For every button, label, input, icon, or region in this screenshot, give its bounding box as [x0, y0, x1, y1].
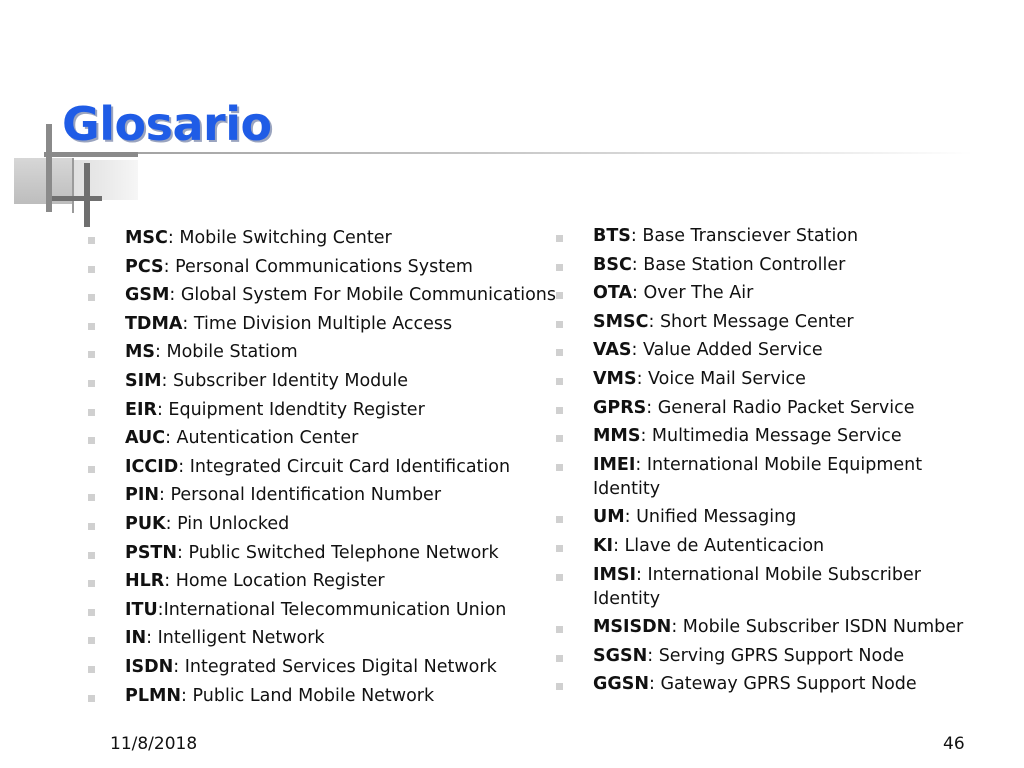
glossary-definition: Autentication Center: [176, 428, 359, 449]
decorative-thin-line: [72, 158, 74, 213]
glossary-item: [88, 512, 558, 536]
square-bullet-icon: [556, 626, 563, 633]
term-separator: :: [640, 426, 652, 447]
glossary-term: BSC: [593, 254, 632, 275]
term-separator: :: [635, 454, 647, 475]
term-separator: :: [164, 571, 176, 592]
square-bullet-icon: [556, 407, 563, 414]
glossary-term: SGSN: [593, 645, 648, 666]
glossary-item: [88, 426, 558, 450]
glossary-item: [88, 398, 558, 422]
glossary-item: [88, 283, 558, 307]
glossary-item: [556, 281, 976, 305]
square-bullet-icon: [88, 637, 95, 644]
glossary-definition: Gateway GPRS Support Node: [660, 674, 917, 695]
square-bullet-icon: [88, 294, 95, 301]
glossary-definition: Mobile Switching Center: [179, 228, 392, 248]
term-separator: :: [647, 645, 659, 666]
glossary-definition: International Telecommunication Union: [163, 599, 507, 620]
square-bullet-icon: [556, 683, 563, 690]
glossary-definition: Subscriber Identity Module: [173, 370, 409, 391]
square-bullet-icon: [88, 666, 95, 673]
glossary-definition: Value Added Service: [642, 340, 823, 361]
term-separator: :: [671, 617, 683, 638]
glossary-term: AUC: [125, 428, 166, 449]
glossary-term: ISDN: [125, 656, 174, 677]
glossary-item: [88, 598, 558, 622]
square-bullet-icon: [88, 351, 95, 358]
glossary-definition: Mobile Statiom: [166, 342, 298, 363]
square-bullet-icon: [556, 435, 563, 442]
term-separator: :: [631, 254, 644, 275]
glossary-definition: International Mobile Equipment Identity: [593, 454, 923, 499]
term-separator: :: [177, 542, 189, 563]
glossary-item: [556, 672, 976, 696]
slide-title: Glosario: [62, 97, 272, 151]
glossary-item: [556, 453, 976, 501]
square-bullet-icon: [556, 235, 563, 242]
glossary-item: [556, 615, 976, 639]
term-separator: :: [157, 599, 164, 620]
glossary-list-left: [88, 226, 558, 712]
square-bullet-icon: [88, 494, 95, 501]
glossary-term: EIR: [125, 399, 157, 420]
glossary-definition: Personal Identification Number: [170, 485, 442, 506]
term-separator: :: [646, 397, 658, 418]
glossary-term: ICCID: [125, 456, 179, 477]
glossary-item: [556, 338, 976, 362]
term-separator: :: [167, 228, 180, 248]
glossary-item: [88, 655, 558, 679]
square-bullet-icon: [556, 655, 563, 662]
term-separator: :: [156, 399, 169, 420]
footer-date: 11/8/2018: [110, 734, 198, 754]
term-separator: :: [631, 340, 643, 361]
glossary-term: MS: [125, 342, 156, 363]
square-bullet-icon: [88, 580, 95, 587]
glossary-definition: Home Location Register: [175, 571, 385, 592]
glossary-item: [556, 424, 976, 448]
glossary-item: [556, 224, 976, 248]
glossary-item: [556, 396, 976, 420]
glossary-item: [88, 684, 558, 708]
glossary-item: [88, 255, 558, 279]
glossary-term: VAS: [593, 340, 632, 361]
glossary-term: MMS: [593, 426, 641, 447]
glossary-definition: Intelligent Network: [157, 628, 325, 649]
glossary-definition: Short Message Center: [659, 311, 854, 332]
glossary-definition: Base Transciever Station: [642, 226, 859, 246]
glossary-list-right: [556, 224, 976, 701]
glossary-term: VMS: [593, 368, 637, 389]
square-bullet-icon: [88, 552, 95, 559]
term-separator: :: [182, 313, 194, 334]
glossary-item: [556, 310, 976, 334]
glossary-definition: Equipment Idendtity Register: [168, 399, 425, 420]
glossary-term: PUK: [125, 513, 166, 534]
glossary-term: IMEI: [593, 454, 636, 475]
glossary-term: GSM: [125, 285, 170, 306]
glossary-definition: Mobile Subscriber ISDN Number: [682, 617, 964, 638]
square-bullet-icon: [556, 321, 563, 328]
glossary-term: SIM: [125, 370, 162, 391]
square-bullet-icon: [88, 695, 95, 702]
glossary-item: [88, 455, 558, 479]
square-bullet-icon: [88, 609, 95, 616]
glossary-term: IN: [125, 628, 147, 649]
glossary-term: IMSI: [593, 564, 637, 585]
glossary-term: PCS: [125, 256, 164, 277]
square-bullet-icon: [88, 237, 95, 244]
glossary-definition: General Radio Packet Service: [657, 397, 915, 418]
glossary-item: [556, 563, 976, 611]
square-bullet-icon: [88, 409, 95, 416]
glossary-item: [88, 226, 558, 250]
glossary-item: [88, 569, 558, 593]
term-separator: :: [636, 368, 649, 389]
glossary-definition: Serving GPRS Support Node: [658, 645, 905, 666]
glossary-definition: Public Land Mobile Network: [192, 685, 435, 706]
decorative-dark-vertical-bar: [84, 163, 90, 227]
glossary-term: PIN: [125, 485, 159, 506]
glossary-definition: Over The Air: [643, 283, 754, 304]
glossary-term: TDMA: [125, 313, 183, 334]
glossary-definition: Global System For Mobile Communications: [180, 285, 556, 306]
glossary-term: OTA: [593, 283, 632, 304]
glossary-definition: Base Station Controller: [643, 254, 846, 275]
glossary-item: [556, 644, 976, 668]
square-bullet-icon: [88, 437, 95, 444]
glossary-definition: Integrated Circuit Card Identification: [189, 456, 511, 477]
glossary-definition: Integrated Services Digital Network: [184, 656, 497, 677]
square-bullet-icon: [88, 266, 95, 273]
glossary-term: PSTN: [125, 542, 178, 563]
glossary-term: BTS: [593, 226, 631, 246]
term-separator: :: [163, 256, 176, 277]
glossary-item: [88, 312, 558, 336]
term-separator: :: [648, 311, 660, 332]
term-separator: :: [624, 507, 637, 528]
glossary-definition: International Mobile Subscriber Identity: [593, 564, 921, 609]
glossary-definition: Pin Unlocked: [177, 513, 290, 534]
square-bullet-icon: [556, 264, 563, 271]
glossary-term: GPRS: [593, 397, 647, 418]
glossary-term: KI: [593, 535, 614, 556]
glossary-definition: Time Division Multiple Access: [193, 313, 453, 334]
glossary-definition: Unified Messaging: [636, 507, 797, 528]
term-separator: :: [165, 513, 178, 534]
square-bullet-icon: [88, 323, 95, 330]
term-separator: :: [155, 342, 167, 363]
term-separator: :: [169, 285, 181, 306]
glossary-term: MSISDN: [593, 617, 672, 638]
term-separator: :: [178, 456, 190, 477]
term-separator: :: [165, 428, 177, 449]
glossary-item: [88, 541, 558, 565]
square-bullet-icon: [88, 523, 95, 530]
square-bullet-icon: [88, 466, 95, 473]
square-bullet-icon: [556, 574, 563, 581]
term-separator: :: [146, 628, 158, 649]
square-bullet-icon: [556, 545, 563, 552]
glossary-term: PLMN: [125, 685, 182, 706]
glossary-term: GGSN: [593, 674, 649, 695]
glossary-term: ITU: [125, 599, 158, 620]
glossary-item: [88, 626, 558, 650]
glossary-item: [556, 367, 976, 391]
glossary-term: HLR: [125, 571, 165, 592]
glossary-definition: Public Switched Telephone Network: [188, 542, 499, 563]
term-separator: :: [161, 370, 173, 391]
term-separator: :: [630, 226, 643, 246]
term-separator: :: [158, 485, 171, 506]
square-bullet-icon: [556, 349, 563, 356]
square-bullet-icon: [556, 516, 563, 523]
glossary-term: UM: [593, 507, 625, 528]
glossary-definition: Voice Mail Service: [648, 368, 806, 389]
glossary-definition: Llave de Autenticacion: [624, 535, 825, 556]
term-separator: :: [181, 685, 193, 706]
term-separator: :: [173, 656, 185, 677]
glossary-item: [88, 483, 558, 507]
term-separator: :: [648, 674, 661, 695]
decorative-dark-horizontal-bar: [52, 196, 102, 201]
glossary-item: [88, 340, 558, 364]
slide-number: 46: [943, 734, 965, 754]
glossary-definition: Personal Communications System: [175, 256, 473, 277]
glossary-term: SMSC: [593, 311, 649, 332]
glossary-term: MSC: [125, 228, 168, 248]
glossary-definition: Multimedia Message Service: [651, 426, 902, 447]
term-separator: :: [636, 564, 648, 585]
term-separator: :: [632, 283, 644, 304]
glossary-item: [556, 534, 976, 558]
term-separator: :: [613, 535, 625, 556]
square-bullet-icon: [88, 380, 95, 387]
glossary-item: [88, 369, 558, 393]
square-bullet-icon: [556, 378, 563, 385]
glossary-item: [556, 505, 976, 529]
square-bullet-icon: [556, 292, 563, 299]
square-bullet-icon: [556, 464, 563, 471]
glossary-item: [556, 253, 976, 277]
